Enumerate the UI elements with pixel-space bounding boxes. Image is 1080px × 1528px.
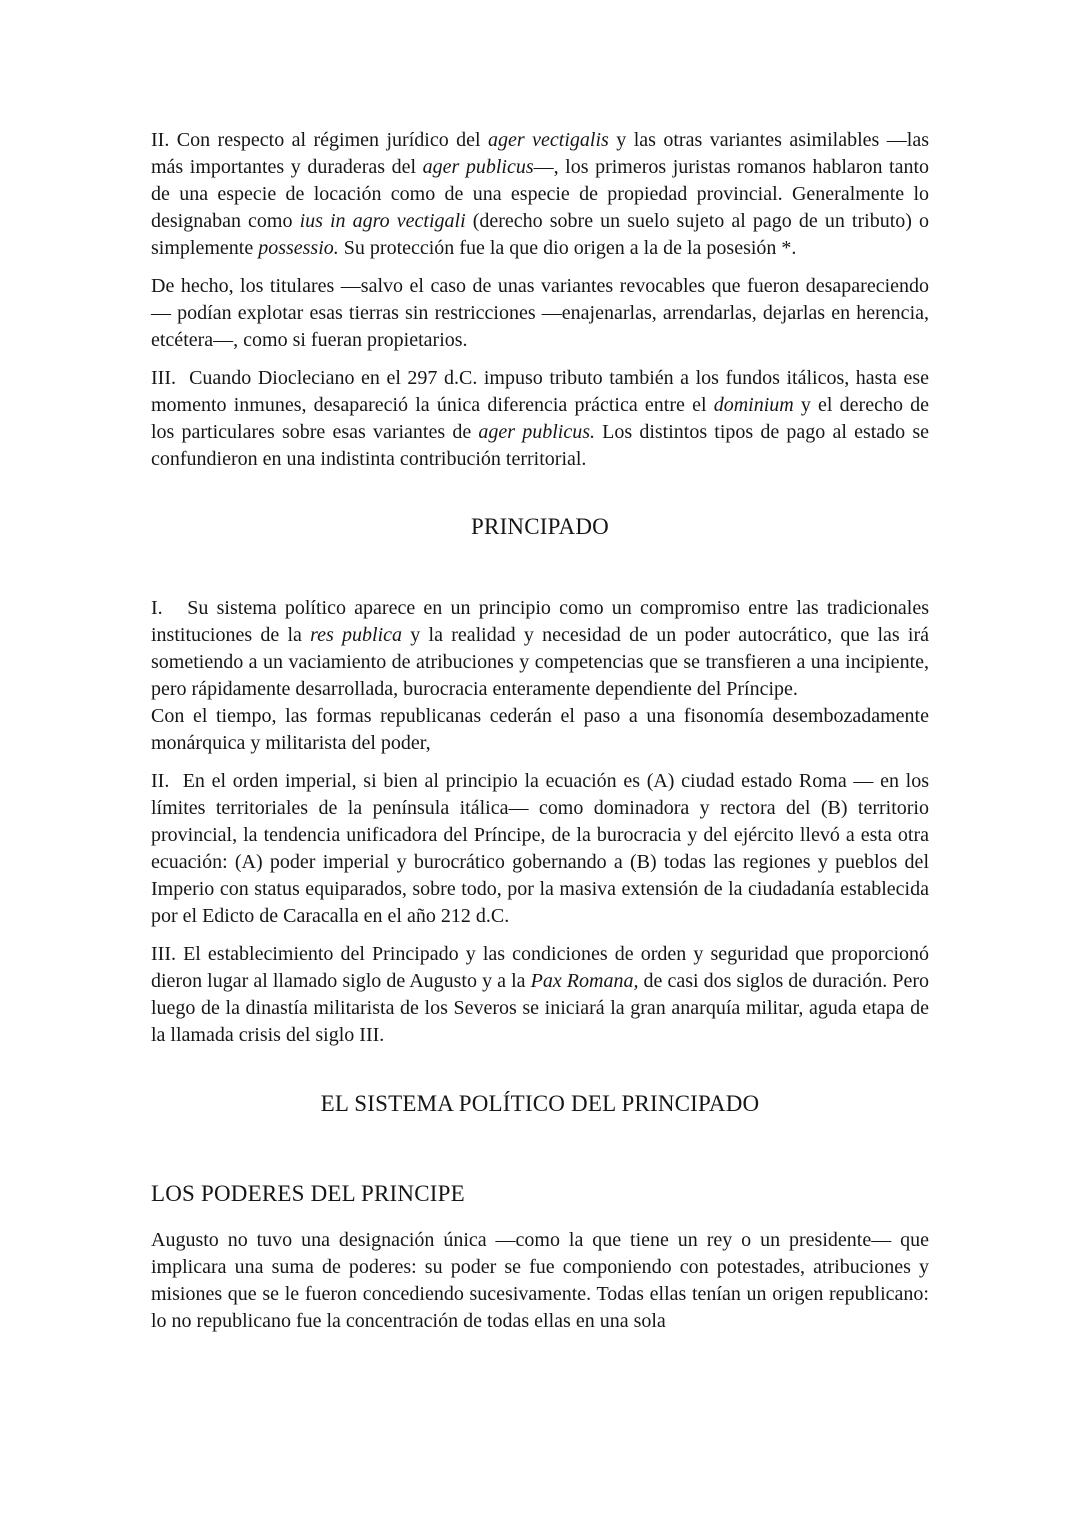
paragraph-orden-imperial-ecuacion: II. En el orden imperial, si bien al principio la ecuación es (A) ciudad estado Roma — en los límites territoriales de la península itálica— como dominadora y rectora del (B) territorio provincial, la tendencia unificadora del Príncipe, de la burocracia y del ejército llevó a esta otra ecuación: (A) poder imperial y burocrático gobernando a (B) todas las regiones y pueblos del Imperio con status equiparados, sobre todo, por la masiva extensión de la ciudadanía establecida por el Edicto de Caracalla en el año 212 d.C. <box>151 770 929 927</box>
paragraph-augusto-designacion: Augusto no tuvo una designación única —como la que tiene un rey o un presidente— que implicara una suma de poderes: su poder se fue componiendo con potestades, atribuciones y misiones que se le fueron concediendo sucesivamente. Todas ellas tenían un origen republicano: lo no republicano fue la concentración de todas ellas en una sola <box>151 1229 929 1332</box>
document-content <box>151 0 929 1335</box>
paragraph-de-hecho-titulares: De hecho, los titulares —salvo el caso de unas variantes revocables que fueron desapareciendo— podían explotar esas tierras sin restricciones —enajenarlas, arrendarlas, dejarlas en herencia, etcétera—, como si fueran propietarios. <box>151 275 929 351</box>
section-heading-los-poderes-del-principe: LOS PODERES DEL PRINCIPE <box>151 1181 465 1206</box>
section-heading-principado: PRINCIPADO <box>471 514 609 539</box>
paragraph-establecimiento-principado: III. El establecimiento del Principado y las condiciones de orden y seguridad que proporcionó dieron lugar al llamado siglo de Augusto y a la Pax Romana, de casi dos siglos de duración. Pero luego de la dinastía militarista de los Severos se iniciará la gran anarquía militar, aguda etapa de la llamada crisis del siglo III. <box>151 943 929 1046</box>
section-heading-sistema-politico-del-principado: EL SISTEMA POLÍTICO DEL PRINCIPADO <box>320 1091 760 1116</box>
paragraph-diocleciano-tributo: III. Cuando Diocleciano en el 297 d.C. impuso tributo también a los fundos itálicos, hasta ese momento inmunes, desapareció la única diferencia práctica entre el dominium y el derecho de los particulares sobre esas variantes de ager publicus. Los distintos tipos de pago al estado se confundieron en una indistinta contribución territorial. <box>151 367 930 470</box>
paragraph-ager-vectigalis: II. Con respecto al régimen jurídico del ager vectigalis y las otras variantes asimilables —las más importantes y duraderas del ager publicus—, los primeros juristas romanos hablaron tanto de una especie de locación como de una especie de propiedad provincial. Generalmente lo designaban como ius in agro vectigali (derecho sobre un suelo sujeto al pago de un tributo) o simplemente possessio. Su protección fue la que dio origen a la de la posesión *. <box>151 129 930 259</box>
paragraph-sistema-politico-compromiso: I. Su sistema político aparece en un principio como un compromiso entre las tradicionales instituciones de la res publica y la realidad y necesidad de un poder autocrático, que las irá sometiendo a un vaciamiento de atribuciones y competencias que se transfieren a una incipiente, pero rápidamente desarrollada, burocracia enteramente dependiente del Príncipe. Con el tiempo, las formas republicanas cederán el paso a una fisonomía desembozadamente monárquica y militarista del poder, <box>151 597 929 754</box>
